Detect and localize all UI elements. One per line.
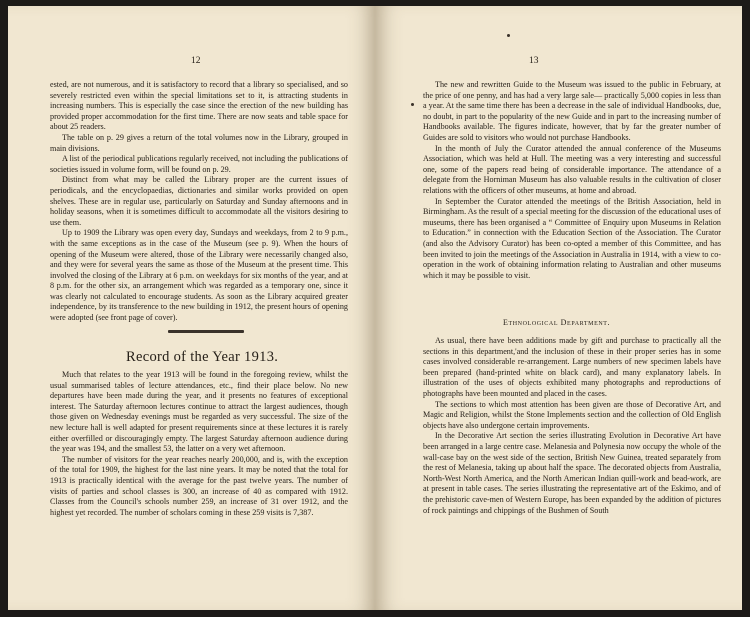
paragraph: ested, are not numerous, and it is satisfactory to record that a library so specialised, and so severely restricted even within the special limitations set to it, is attracting students in increasing numbers. This is especially the case since the erection of the new building has provided proper accommodation for the first time. There are now seats and table space for about 25 readers. [50,80,348,132]
paragraph: The sections to which most attention has been given are those of Decorative Art, and Magic and Religion, whilst the Stone Implements section and the collection of Old English objects have also undergone certain improvements. [423,399,721,430]
paragraph: A list of the periodical publications regularly received, not including the publications of societies issued in volume form, will be found on p. 29. [50,154,348,174]
paragraph: The new and rewritten Guide to the Museum was issued to the public in February, at the price of one penny, and has had a very large sale— practically 5,000 copies in less than a year. At the same time there has been a decrease in the sale of individual Handbooks, due, no doubt, in part to the popularity of the new Guide and in part to the increasing number of Handbooks available. The figures indicate, however, that by far the greater number of Guides are sold to visitors who would not purchase Handbooks. [423,80,721,142]
page-number: 13 [529,56,539,66]
paragraph: The number of visitors for the year reaches nearly 200,000, and is, with the exception of the total for 1909, the highest for the last nine years. It may be noted that the total for 1913 is practically identical with the average for the past twelve years. The number of visits of parties and school classes is 300, an increase of 40 as compared with 1912. Classes from the Council's schools number 259, an increase of 31 over 1912, and the highest yet recorded. The number of scholars coming in these 259 visits is 7,387. [50,454,348,517]
text-column [423,336,721,516]
text-column [50,370,348,518]
left-page [8,6,375,610]
page-mark [507,34,510,37]
text-column [423,80,721,281]
text-column [50,80,348,324]
section-heading: Record of the Year 1913. [126,349,279,365]
paragraph: Much that relates to the year 1913 will be found in the foregoing review, whilst the usual summarised tables of lecture attendances, etc., find their place below. No new departures have been made during the year, and it presents no features of exceptional interest. The Saturday afternoon lectures continue to attract the largest audiences, though those given on Wednesday evenings must be regarded as very successful. The size of the new lecture hall is well adapted for present requirements since at these lectures it is rarely either overfilled or discouragingly empty. The largest Saturday afternoon audience during the year was 194, and the smallest 53, the latter on a very wet afternoon. [50,370,348,454]
paragraph: Up to 1909 the Library was open every day, Sundays and weekdays, from 2 to 9 p.m., with the same exceptions as in the case of the Museum (see p. 9). When the hours of opening of the Museum were altered, those of the Library were necessarily changed also, and they were for several years the same as those of the Museum at the present time. This involved the closing of the Library at 6 p.m. on weekdays for six months of the year, and at 8 p.m. for the other six, an arrangement which was regarded as a temporary one, since it was clearly not calculated to encourage students. As soon as the Library acquired greater independence, by its transference to the new building in 1912, the present hours of opening were adopted (see front page of cover). [50,228,348,323]
paragraph: The table on p. 29 gives a return of the total volumes now in the Library, grouped in main divisions. [50,132,348,153]
page-number: 12 [191,56,201,66]
paragraph: In the Decorative Art section the series illustrating Evolution in Decorative Art have been arranged in a large centre case. Melanesia and Polynesia now occupy the whole of the wall-case bay on the west side of the section, British New Guinea, treated separately from the rest of Melanesia, taking up about half the space. The decorated objects from Australia, North-West North America, and the North American Indian quill-work and bead-work, are at present in table cases. The series illustrating the representative art of the Eskimo, and of the prehistoric cave-men of Western Europe, has been expanded by the addition of pictures of rock paintings and chippings of the Bushmen of South [423,431,721,515]
paragraph: Distinct from what may be called the Library proper are the current issues of periodicals, and the encyclopaedias, dictionaries and similar works provided on open shelves. These are in regular use, particularly on Saturday and Sunday afternoons and in holiday seasons, when it is sometimes difficult to accommodate all the visitors desiring to use them. [50,175,348,227]
right-page [375,6,742,610]
book-spread [8,6,742,610]
paragraph: As usual, there have been additions made by gift and purchase to practically all the sections in this department,'and the inclusion of these in their proper series has in some cases involved considerable re-arrangement. Large numbers of new specimen labels have been prepared (hand-printed white on black card), and many explanatory labels. In illustration of the uses of objects exhibited many photographs and reproductions of photographs have been mounted and placed in the cases. [423,336,721,398]
page-mark [411,103,414,106]
paragraph: In the month of July the Curator attended the annual conference of the Museums Association, which was held at Hull. The meeting was a very interesting and successful one, some of the papers read being of considerable importance. The attendance of a delegate from the Horniman Museum has also valuable results in the cultivation of closer relations with the officers of other museums, at home and abroad. [423,143,721,195]
section-subheading: Ethnological Department. [503,318,611,327]
paragraph: In September the Curator attended the meetings of the British Association, held in Birmingham. As the result of a special meeting for the discussion of the educational uses of museums, there has been organised a “ Committee of Enquiry upon Museums in Relation to Education.” in connection with the Education Section of the Association. The Curator (and also the Advisory Curator) has been co-opted a member of this Committee, and has been invited to join the meetings of the Association in Australia in 1914, with a view to co-operation in the work of obtaining information relating to Australian and other museums which it may be possible to visit. [423,196,721,280]
divider-rule [168,330,244,333]
